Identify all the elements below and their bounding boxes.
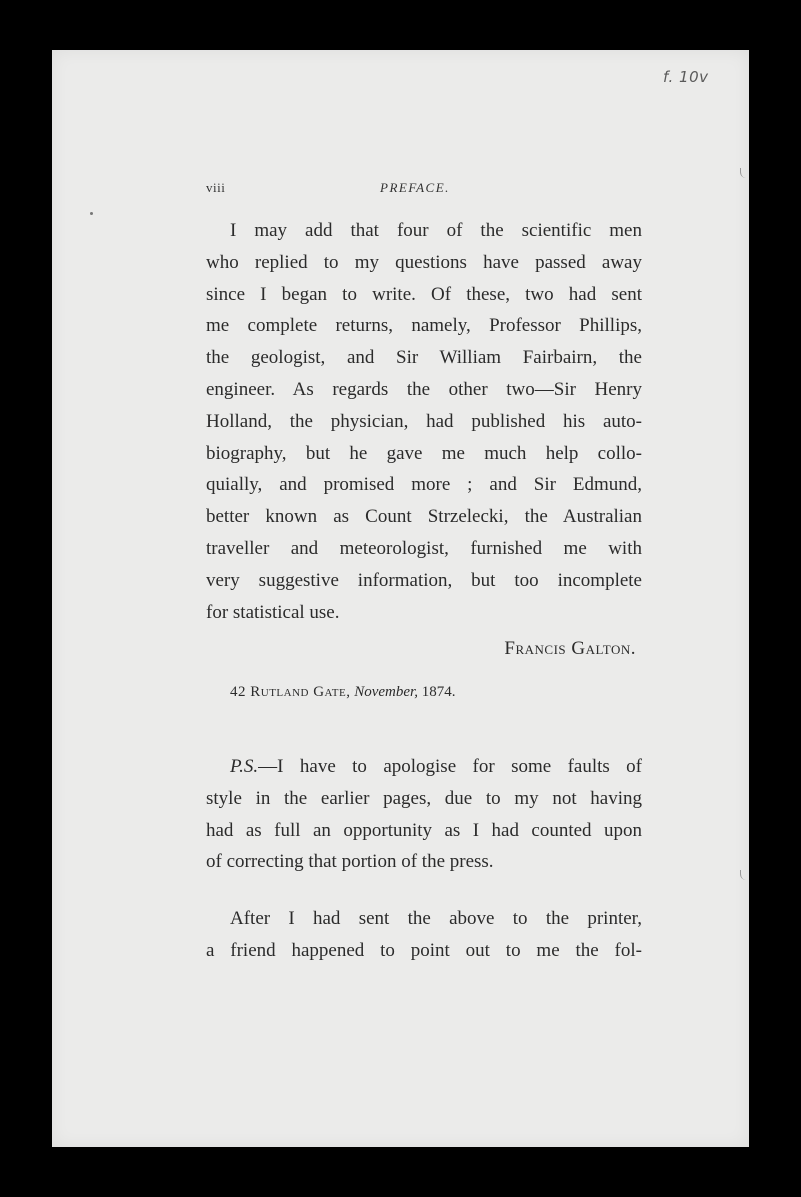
ps-first-line: —I have to apologise for some faults of bbox=[258, 756, 642, 777]
page-number: viii bbox=[206, 180, 226, 195]
ink-speck bbox=[90, 212, 93, 215]
text-line: very suggestive information, but too incomplete bbox=[206, 569, 642, 591]
text-line: traveller and meteorologist, furnished me with bbox=[206, 537, 642, 559]
text-line: had as full an opportunity as I had counted upon bbox=[206, 819, 642, 841]
address-street: 42 Rutland Gate, bbox=[230, 684, 351, 700]
paragraph-1 bbox=[206, 215, 642, 628]
paragraph-2 bbox=[206, 751, 642, 878]
page-edge-mark bbox=[740, 168, 749, 178]
text-line: biography, but he gave me much help collo- bbox=[206, 442, 642, 464]
text-line: me complete returns, namely, Professor Phillips, bbox=[206, 315, 642, 337]
text-line: a friend happened to point out to me the fol- bbox=[206, 939, 642, 961]
text-line: since I began to write. Of these, two had sent bbox=[206, 283, 642, 305]
text-line: engineer. As regards the other two—Sir Henry bbox=[206, 378, 642, 400]
text-line: the geologist, and Sir William Fairbairn, the bbox=[206, 347, 642, 369]
text-line: Holland, the physician, had published his auto- bbox=[206, 410, 642, 432]
ps-label: P.S. bbox=[230, 756, 259, 777]
running-head-title: PREFACE. bbox=[380, 180, 450, 195]
text-line: for statistical use. bbox=[206, 601, 340, 623]
text-line: I may add that four of the scientific men bbox=[230, 220, 642, 241]
text-line: quially, and promised more ; and Sir Edmund, bbox=[206, 474, 642, 496]
folio-mark: f. 10v bbox=[663, 68, 709, 86]
text-line: who replied to my questions have passed away bbox=[206, 251, 642, 273]
address-year: 1874. bbox=[421, 684, 456, 700]
address-line bbox=[230, 684, 455, 701]
paragraph-3 bbox=[206, 903, 642, 967]
text-line: After I had sent the above to the printer, bbox=[230, 908, 642, 929]
text-line: of correcting that portion of the press. bbox=[206, 851, 494, 873]
page-edge-mark bbox=[740, 870, 749, 880]
text-line: style in the earlier pages, due to my not having bbox=[206, 787, 642, 809]
address-month: November, bbox=[354, 684, 418, 700]
text-line: better known as Count Strzelecki, the Australian bbox=[206, 506, 642, 528]
author-signature: Francis Galton. bbox=[504, 638, 636, 659]
text-line bbox=[206, 751, 642, 783]
